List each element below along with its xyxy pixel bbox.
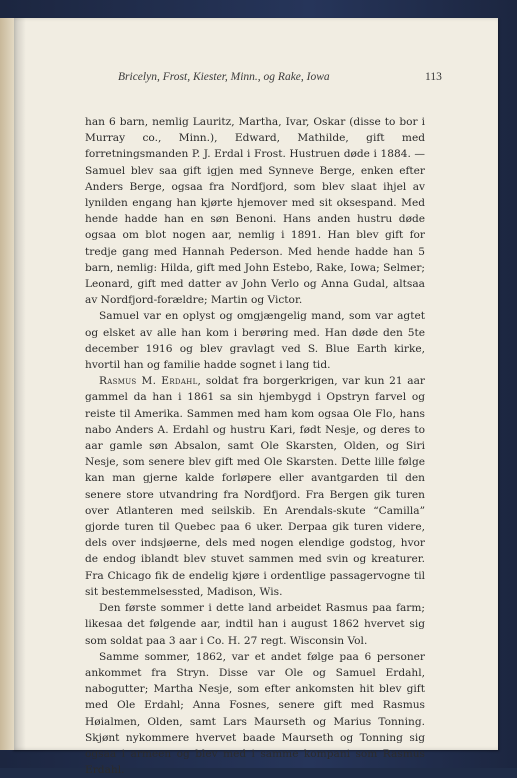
paragraph-text: Samuel var en oplyst og omgjængelig mand, som var agtet og elsket av alle han kom i berøring med. Han døde den 5te december 1916 og blev gravlagt ved S. Blue Earth kirke, hvortil han og familie hadde sognet i lang tid.	[85, 310, 425, 372]
paragraph	[85, 649, 425, 778]
person-name-heading: Rasmus M. Erdahl,	[99, 375, 202, 388]
paragraph	[85, 114, 425, 308]
running-head: Bricelyn, Frost, Kiester, Minn., og Rake, Iowa	[118, 71, 330, 83]
paragraph-text: Den første sommer i dette land arbeidet Rasmus paa farm; likesaa det følgende aar, indtil han i august 1862 hvervet sig som soldat paa 3 aar i Co. H. 27 regt. Wisconsin Vol.	[85, 602, 425, 647]
paragraph-text: soldat fra borgerkrigen, var kun 21 aar gammel da han i 1861 sa sin hjembygd i Opstryn farvel og reiste til Amerika. Sammen med ham kom ogsaa Ole Flo, hans nabo Anders A. Erdahl og hustru Kari, født Nesje, og deres to aar gamle søn Absalon, samt Ole Skarsten, Olden, og Siri Nesje, som senere blev gift med Ole Skarsten. Dette lille følge kan man gjerne kalde forløpere eller avantgarden til den senere store utvandring fra Nordfjord. Fra Bergen gik turen over Atlanteren med seilskib. En Arendals-skute “Camilla” gjorde turen til Quebec paa 6 uker. Derpaa gik turen videre, dels over indsjøerne, dels med nogen elendige godstog, hvor de endog iblandt blev stuvet sammen med svin og kreaturer. Fra Chicago fik de endelig kjøre i ordentlige passagervogne til sit bestemmelsessted, Madison, Wis.	[85, 375, 425, 598]
page-header	[0, 71, 517, 91]
page-gutter	[0, 18, 14, 750]
page-number: 113	[425, 71, 442, 83]
paragraph	[85, 600, 425, 649]
paragraph	[85, 308, 425, 373]
body-text	[85, 114, 425, 778]
paragraph-text: Samme sommer, 1862, var et andet følge paa 6 personer ankommet fra Stryn. Disse var Ole og Samuel Erdahl, nabogutter; Martha Nesje, som efter ankomsten hit blev gift med Ole Erdahl; Anna Fosnes, senere gift med Rasmus Høialmen, Olden, samt Lars Maurseth og Marius Tonning. Skjønt nykommere hvervet baade Maurseth og Tonning sig ogsaa i armeen og blev med i samme kompani som Rasmus Erdahl.	[85, 650, 425, 777]
paragraph-text: han 6 barn, nemlig Lauritz, Martha, Ivar, Oskar (disse to bor i Murray co., Minn.), Edward, Mathilde, gift med forretningsmanden P. J. Erdal i Frost. Hustruen døde i 1884. — Samuel blev saa gift igjen med Synneve Berge, enken efter Anders Berge, ogsaa fra Nordfjord, som blev slaat ihjel av lynilden engang han kjørte hjemover med sit oksespand. Med hende hadde han en søn Benoni. Hans anden hustru døde ogsaa om blot nogen aar, nemlig i 1891. Han blev gift for tredje gang med Hannah Pederson. Med hende hadde han 5 barn, nemlig: Hilda, gift med John Estebo, Rake, Iowa; Selmer; Leonard, gift med datter av John Verlo og Anna Gudal, altsaa av Nordfjord-forældre; Martin og Victor.	[85, 116, 425, 307]
paragraph	[85, 373, 425, 600]
